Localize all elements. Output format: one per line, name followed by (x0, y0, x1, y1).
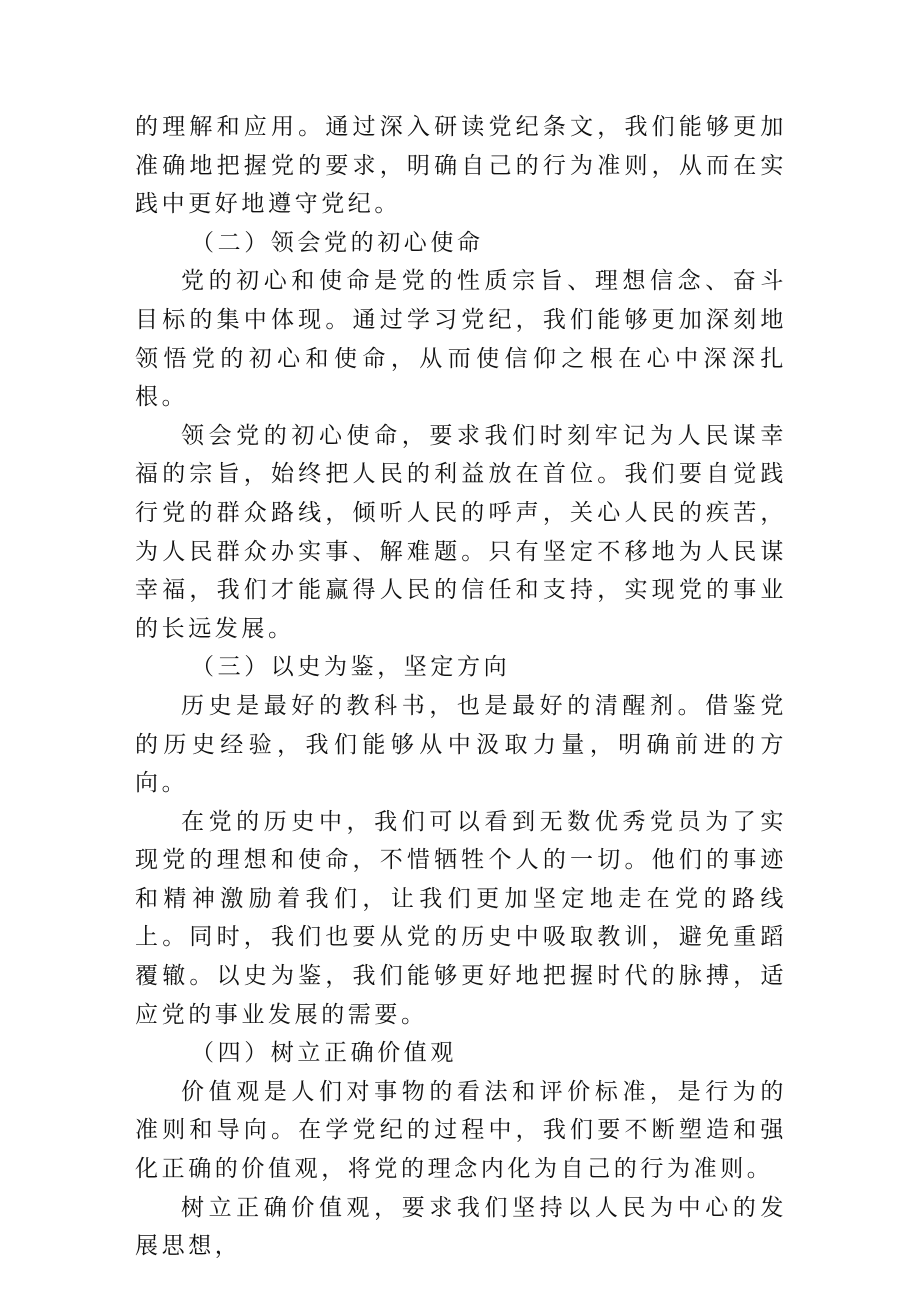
paragraph: 领会党的初心使命，要求我们时刻牢记为人民谋幸福的宗旨，始终把人民的利益放在首位。我们要自觉践行党的群众路线，倾听人民的呼声，关心人民的疾苦，为人民群众办实事、解难题。只有坚定不移地为人民谋幸福，我们才能赢得人民的信任和支持，实现党的事业的长远发展。 (135, 422, 787, 642)
document-body (135, 108, 787, 1266)
paragraph: 价值观是人们对事物的看法和评价标准，是行为的准则和导向。在学党纪的过程中，我们要不断塑造和强化正确的价值观，将党的理念内化为自己的行为准则。 (135, 1078, 787, 1183)
paragraph: 树立正确价值观，要求我们坚持以人民为中心的发展思想， (135, 1194, 787, 1260)
paragraph: 党的初心和使命是党的性质宗旨、理想信念、奋斗目标的集中体现。通过学习党纪，我们能够更加深刻地领悟党的初心和使命，从而使信仰之根在心中深深扎根。 (135, 268, 787, 411)
section-heading-3: （三）以史为鉴，坚定方向 (191, 654, 511, 681)
paragraph: 历史是最好的教科书，也是最好的清醒剂。借鉴党的历史经验，我们能够从中汲取力量，明确前进的方向。 (135, 692, 787, 797)
paragraph-continued: 的理解和应用。通过深入研读党纪条文，我们能够更加准确地把握党的要求，明确自己的行为准则，从而在实践中更好地遵守党纪。 (135, 114, 787, 218)
paragraph: 在党的历史中，我们可以看到无数优秀党员为了实现党的理想和使命，不惜牺牲个人的一切。他们的事迹和精神激励着我们，让我们更加坚定地走在党的路线上。同时，我们也要从党的历史中吸取教训，避免重蹈覆辙。以史为鉴，我们能够更好地把握时代的脉搏，适应党的事业发展的需要。 (135, 808, 787, 1028)
section-heading-2: （二）领会党的初心使命 (191, 229, 484, 256)
section-heading-4: （四）树立正确价值观 (191, 1040, 457, 1067)
